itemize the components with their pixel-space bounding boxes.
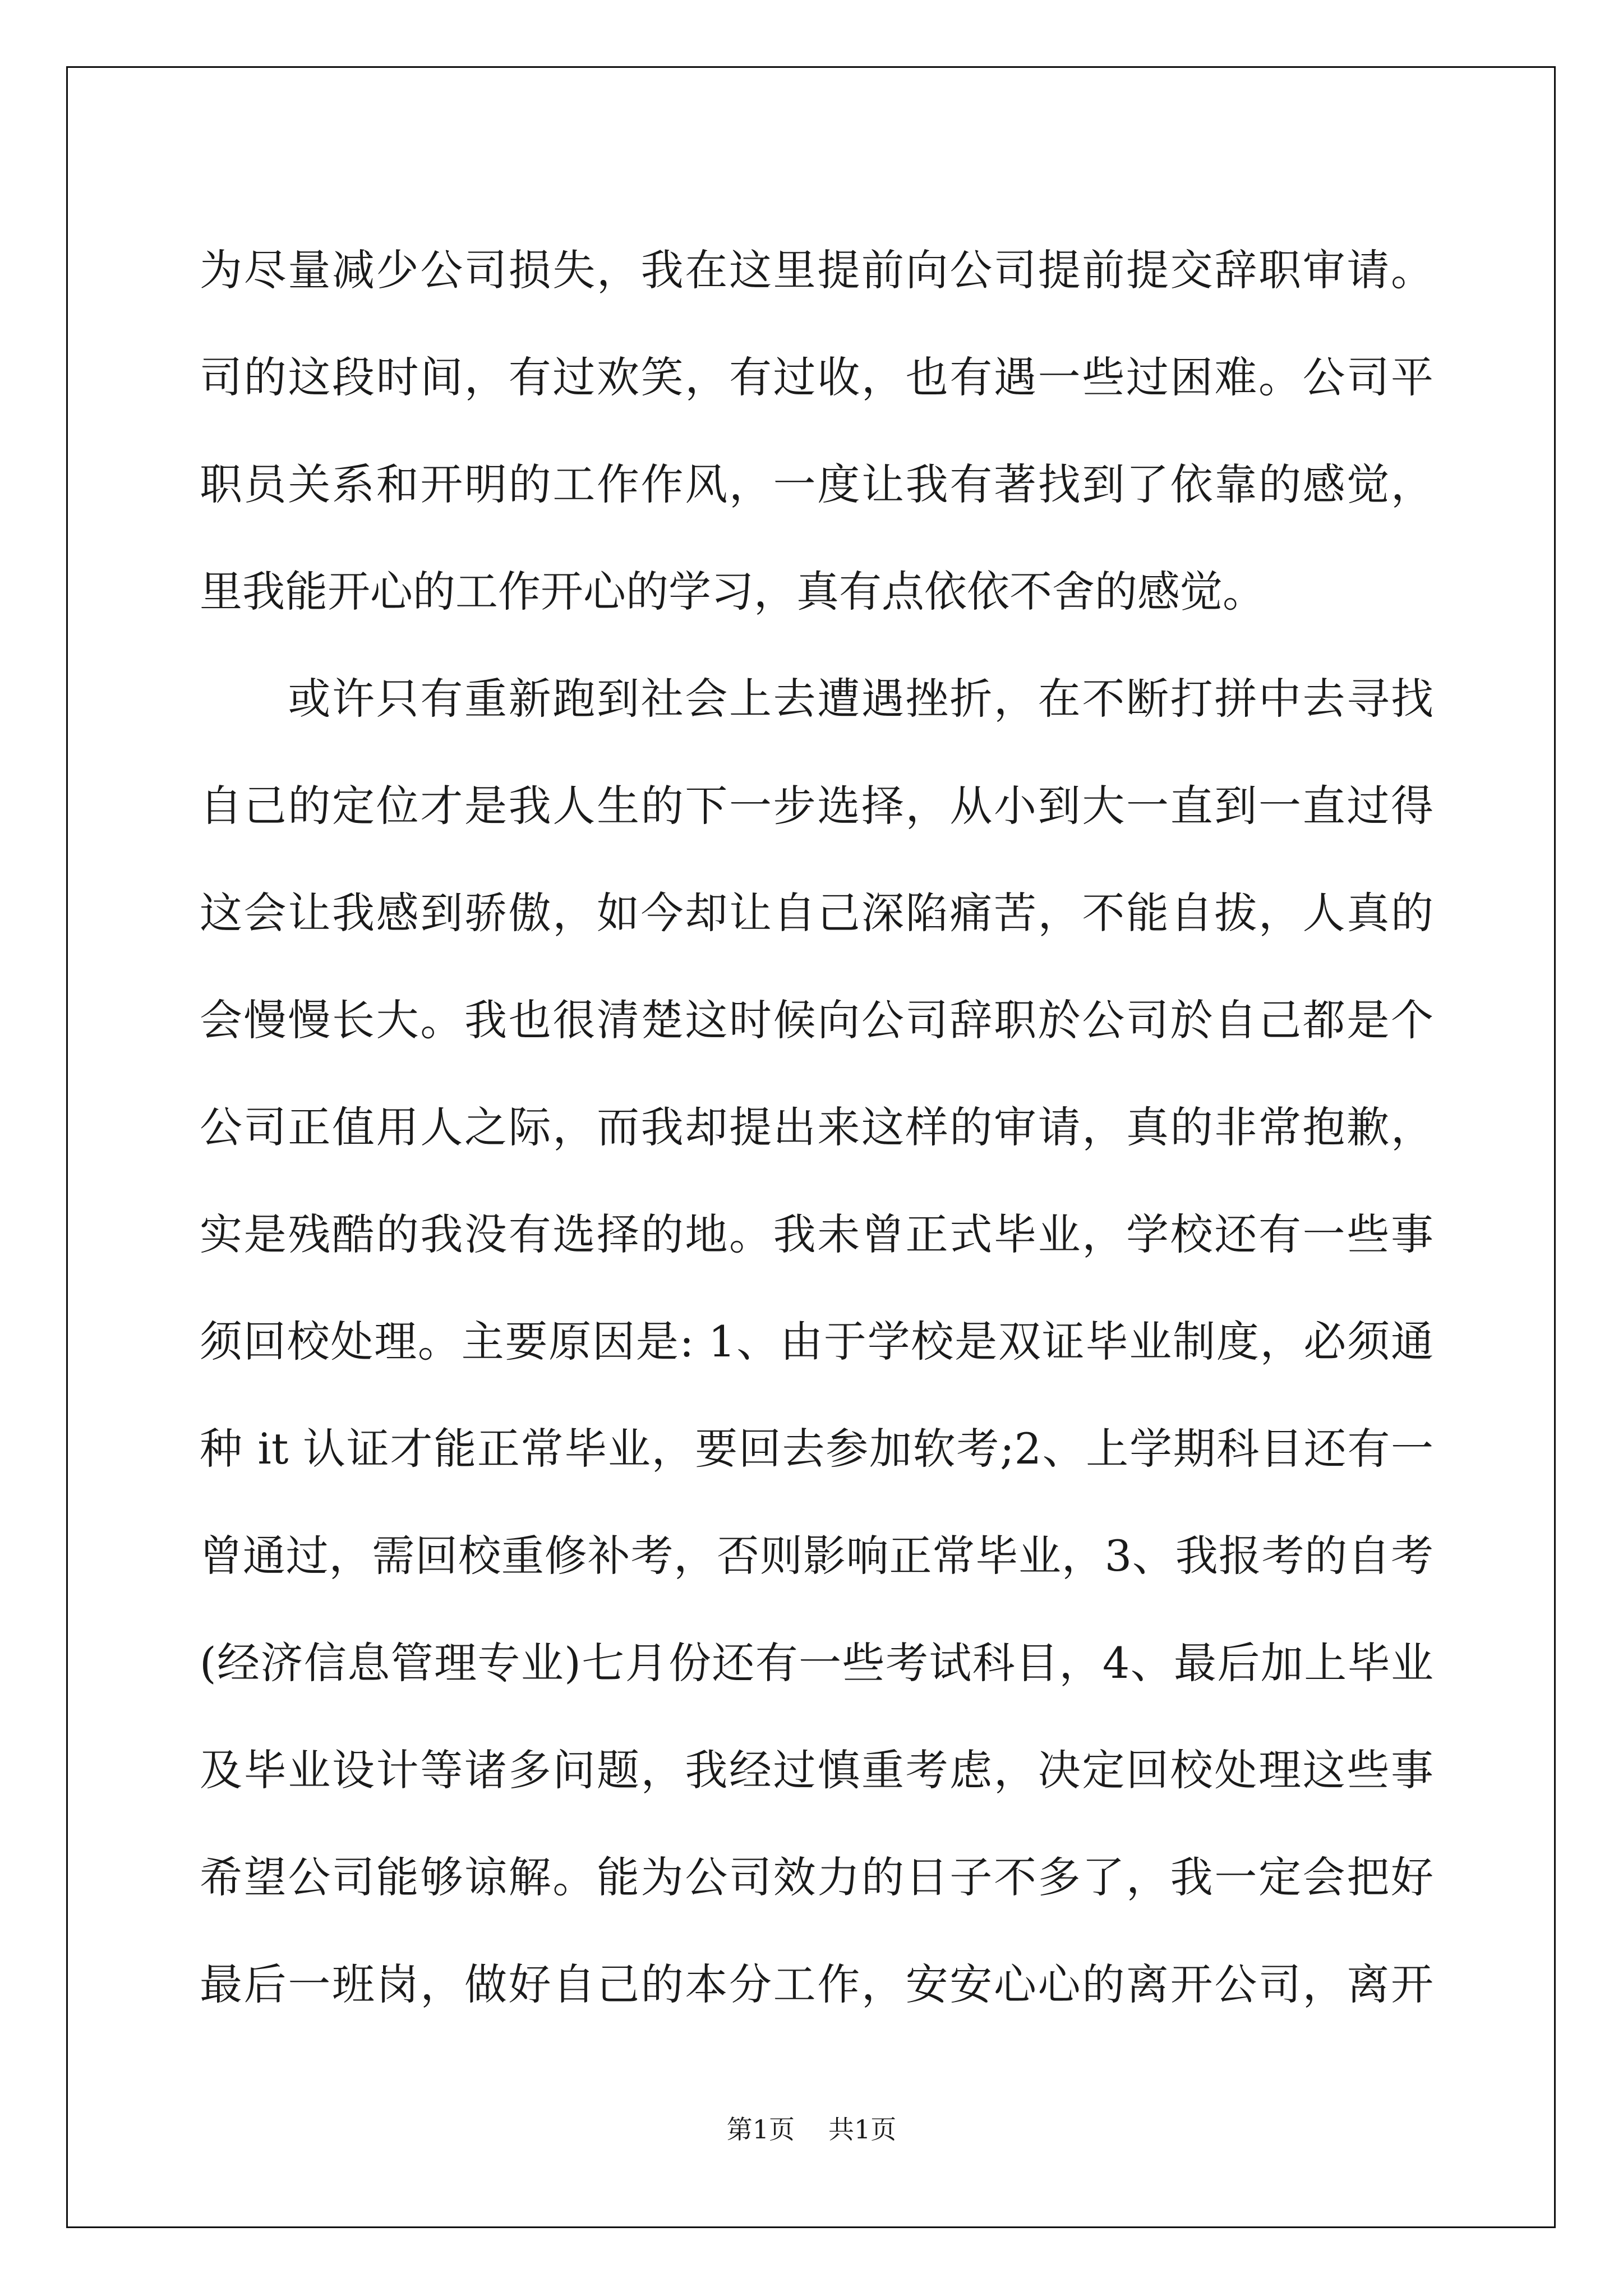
- text-line-9: 公司正值用人之际，而我却提出来这样的审请，真的非常抱歉，: [200, 1102, 1433, 1152]
- text-line-11: 须回校处理。主要原因是: 1、由于学校是双证毕业制度，必须通: [200, 1317, 1433, 1366]
- page-number-current: 第1页: [726, 2114, 795, 2145]
- text-line-16: 希望公司能够谅解。能为公司效力的日子不多了，我一定会把好: [200, 1852, 1433, 1902]
- text-line-15: 及毕业设计等诸多问题，我经过慎重考虑，决定回校处理这些事: [200, 1745, 1433, 1795]
- text-line-1: 为尽量减少公司损失，我在这里提前向公司提前提交辞职审请。: [200, 245, 1433, 295]
- text-line-17: 最后一班岗，做好自己的本分工作，安安心心的离开公司，离开: [200, 1959, 1433, 2009]
- text-line-13: 曾通过，需回校重修补考，否则影响正常毕业，3、我报考的自考: [200, 1531, 1433, 1581]
- page-number-total: 共1页: [828, 2114, 897, 2145]
- text-line-6: 自己的定位才是我人生的下一步选择，从小到大一直到一直过得: [200, 781, 1433, 831]
- text-line-2: 司的这段时间，有过欢笑，有过收，也有遇一些过困难。公司平: [200, 352, 1433, 402]
- text-line-3: 职员关系和开明的工作作风，一度让我有著找到了依靠的感觉，: [200, 459, 1433, 509]
- text-line-12: 种 it 认证才能正常毕业，要回去参加软考;2、上学期科目还有一: [200, 1424, 1433, 1474]
- document-body: [200, 217, 1433, 2038]
- page-footer: [0, 2113, 1623, 2146]
- text-line-8: 会慢慢长大。我也很清楚这时候向公司辞职於公司於自己都是个: [200, 995, 1433, 1045]
- text-line-7: 这会让我感到骄傲，如今却让自己深陷痛苦，不能自拔，人真的: [200, 888, 1433, 938]
- text-line-14: (经济信息管理专业)七月份还有一些考试科目，4、最后加上毕业: [200, 1638, 1433, 1688]
- text-line-10: 实是残酷的我没有选择的地。我未曾正式毕业，学校还有一些事: [200, 1209, 1433, 1259]
- text-line-4: 里我能开心的工作开心的学习，真有点依依不舍的感觉。: [200, 567, 1265, 616]
- text-line-5: 或许只有重新跑到社会上去遭遇挫折，在不断打拼中去寻找: [288, 674, 1433, 724]
